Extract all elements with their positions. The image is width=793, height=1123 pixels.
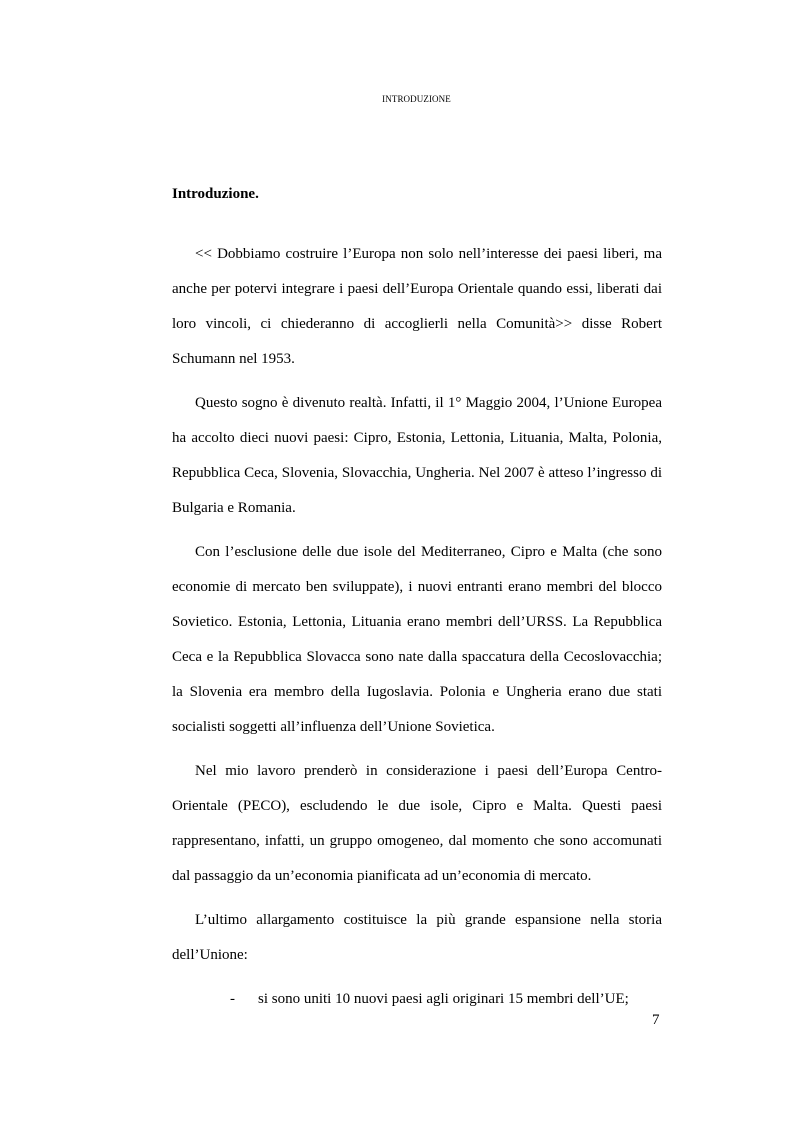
page-body: [172, 184, 662, 1017]
paragraph-largest-expansion: L’ultimo allargamento costituisce la più grande espansione nella storia dell’Unione:: [172, 912, 662, 963]
paragraph-enlargement-2004: Questo sogno è divenuto realtà. Infatti, il 1° Maggio 2004, l’Unione Europea ha accolto dieci nuovi paesi: Cipro, Estonia, Lettonia, Lituania, Malta, Polonia, Repubblica Ceca, Slovenia, Slovacchia, Ungheria. Nel 2007 è atteso l’ingresso di Bulgaria e Romania.: [172, 395, 662, 516]
running-header: INTRODUZIONE: [382, 94, 451, 104]
enlargement-list: [172, 982, 662, 1017]
list-dash-marker: -: [230, 991, 235, 1007]
paragraph-peco: Nel mio lavoro prenderò in considerazione i paesi dell’Europa Centro-Orientale (PECO), escludendo le due isole, Cipro e Malta. Questi paesi rappresentano, infatti, un gruppo omogeneo, dal momento che sono accomunati dal passaggio da un’economia pianificata ad un’economia di mercato.: [172, 763, 662, 884]
paragraph-quote-schumann: << Dobbiamo costruire l’Europa non solo nell’interesse dei paesi liberi, ma anche per potervi integrare i paesi dell’Europa Orientale quando essi, liberati dai loro vincoli, ci chiederanno di accoglierli nella Comunità>> disse Robert Schumann nel 1953.: [172, 246, 662, 367]
paragraph-soviet-bloc: Con l’esclusione delle due isole del Mediterraneo, Cipro e Malta (che sono economie di mercato ben sviluppate), i nuovi entranti erano membri del blocco Sovietico. Estonia, Lettonia, Lituania erano membri dell’URSS. La Repubblica Ceca e la Repubblica Slovacca sono nate dalla spaccatura della Cecoslovacchia; la Slovenia era membro della Iugoslavia. Polonia e Ungheria erano due stati socialisti soggetti all’influenza dell’Unione Sovietica.: [172, 544, 662, 735]
section-title: Introduzione.: [172, 186, 259, 202]
page-number: 7: [652, 1012, 660, 1028]
list-item: [172, 982, 662, 1017]
list-item-text: si sono uniti 10 nuovi paesi agli originari 15 membri dell’UE;: [258, 991, 629, 1007]
